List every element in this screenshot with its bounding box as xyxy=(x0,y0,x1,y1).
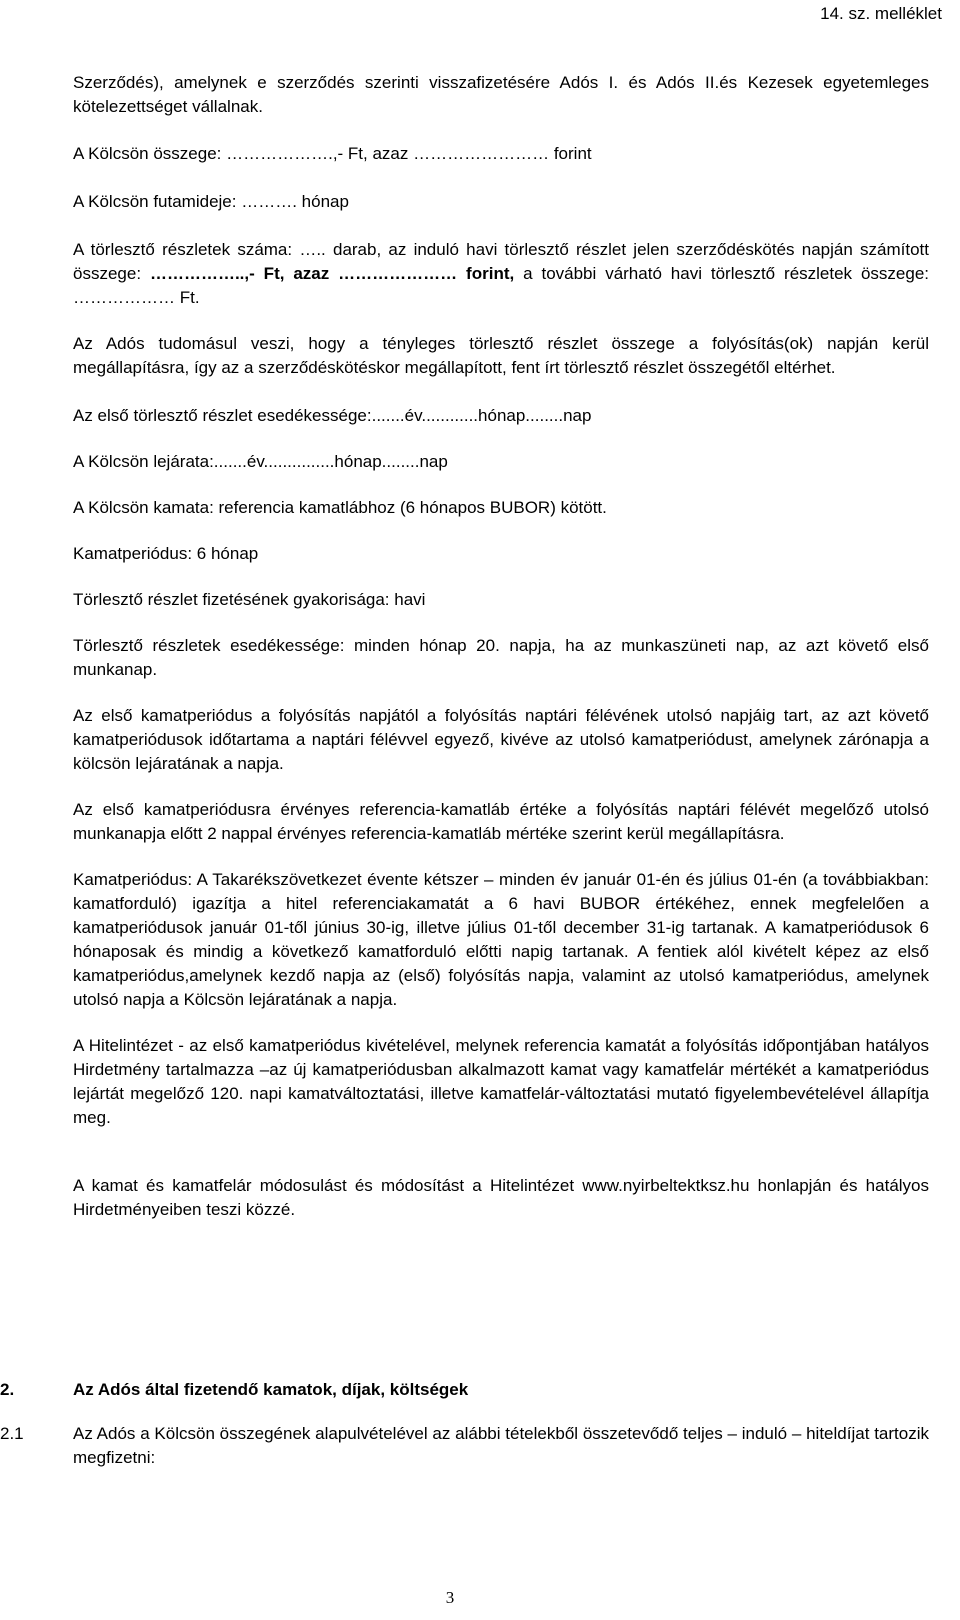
paragraph-actual-installment: Az Adós tudomásul veszi, hogy a tényleges törlesztő részlet összege a folyósítás(ok) napján kerül megállapításra, így az a szerződéskötéskor megállapított, fent írt törlesztő részlet összegétől eltérhet. xyxy=(73,334,929,377)
page-number: 3 xyxy=(445,1588,455,1607)
annex-label: 14. sz. melléklet xyxy=(820,4,942,23)
section-2-1-text: Az Adós a Kölcsön összegének alapulvételével az alábbi tételekből összetevődő teljes – induló – hiteldíjat tartozik megfizetni: xyxy=(73,1424,929,1467)
interest-period-details-paragraph: Kamatperiódus: A Takarékszövetkezet évente kétszer – minden év január 01-én és július 01-én (a továbbiakban: kamatforduló) igazítja a hitel referenciakamatát a 6 havi BUBOR értékéhez, ennek megfelelően a kamatperiódusok január 01-től június 30-ig, illetve július 01-től december 31-ig tartanak. A kamatperiódusok 6 hónaposak és mindig a következő kamatforduló előtti napig tartanak. A fentiek alól kivételt képez az első kamatperiódus,amelynek kezdő napja az (első) folyósítás napja, valamint az utolsó kamatperiódus, amelynek utolsó napja a Kölcsön lejáratának a napja. xyxy=(73,870,929,1009)
payment-due-paragraph: Törlesztő részletek esedékessége: minden hónap 20. napja, ha az munkaszüneti nap, az azt követő első munkanap. xyxy=(73,636,929,679)
publication-paragraph: A kamat és kamatfelár módosulást és módosítást a Hitelintézet www.nyirbeltektksz.hu honlapján és hatályos Hirdetményeiben teszi közzé. xyxy=(73,1176,929,1219)
loan-amount-line: A Kölcsön összege: ……………….,- Ft, azaz …………………… forint xyxy=(73,144,592,163)
reference-rate-paragraph: Az első kamatperiódusra érvényes referencia-kamatláb értéke a folyósítás naptári félévét megelőző utolsó munkanapja előtt 2 nappal érvényes referencia-kamatláb mértéke szerint kerül megállapításra. xyxy=(73,800,929,843)
first-installment-due-line: Az első törlesztő részlet esedékessége:.......év............hónap........nap xyxy=(73,406,592,425)
installment-text-a: A törlesztő részletek száma: ….. darab, az induló havi törlesztő részlet jelen szerződéskötés napján számított összege: xyxy=(73,240,929,283)
installment-count-paragraph xyxy=(73,238,929,310)
section-2-number: 2. xyxy=(0,1380,15,1399)
section-2-1 xyxy=(0,1422,930,1472)
paragraph-intro: Szerződés), amelynek e szerződés szerinti visszafizetésére Adós I. és Adós II.és Kezesek egyetemleges kötelezettséget vállalnak. xyxy=(73,73,929,116)
loan-term-line: A Kölcsön futamideje: ………. hónap xyxy=(73,192,349,211)
interest-period-line: Kamatperiódus: 6 hónap xyxy=(73,544,259,563)
loan-maturity-line: A Kölcsön lejárata:.......év...............hónap........nap xyxy=(73,452,448,471)
contract-body xyxy=(73,71,929,1222)
installment-amount-bold: ……………..,- Ft, azaz ………………… forint, xyxy=(149,264,515,283)
installment-text-c: a további várható havi törlesztő részletek összege: ……………… Ft. xyxy=(73,264,929,307)
section-2-title: Az Adós által fizetendő kamatok, díjak, költségek xyxy=(73,1380,469,1399)
payment-frequency-line: Törlesztő részlet fizetésének gyakorisága: havi xyxy=(73,590,426,609)
rate-change-paragraph: A Hitelintézet - az első kamatperiódus kivételével, melynek referencia kamatát a folyósítás időpontjában hatályos Hirdetmény tartalmazza –az új kamatperiódusban alkalmazott kamat vagy kamatfelár mértékét a kamatperiódus lejártát megelőző 120. napi kamatváltoztatási, illetve kamatfelár-változtatási mutató figyelembevételével állapítja meg. xyxy=(73,1036,929,1127)
section-2-1-number: 2.1 xyxy=(0,1424,24,1443)
first-interest-period-paragraph: Az első kamatperiódus a folyósítás napjától a folyósítás naptári félévének utolsó napjáig tart, az azt követő kamatperiódusok időtartama a naptári félévvel egyező, kivéve az utolsó kamatperiódust, amelynek zárónapja a kölcsön lejáratának a napja. xyxy=(73,706,929,773)
interest-rate-line: A Kölcsön kamata: referencia kamatlábhoz (6 hónapos BUBOR) kötött. xyxy=(73,498,607,517)
